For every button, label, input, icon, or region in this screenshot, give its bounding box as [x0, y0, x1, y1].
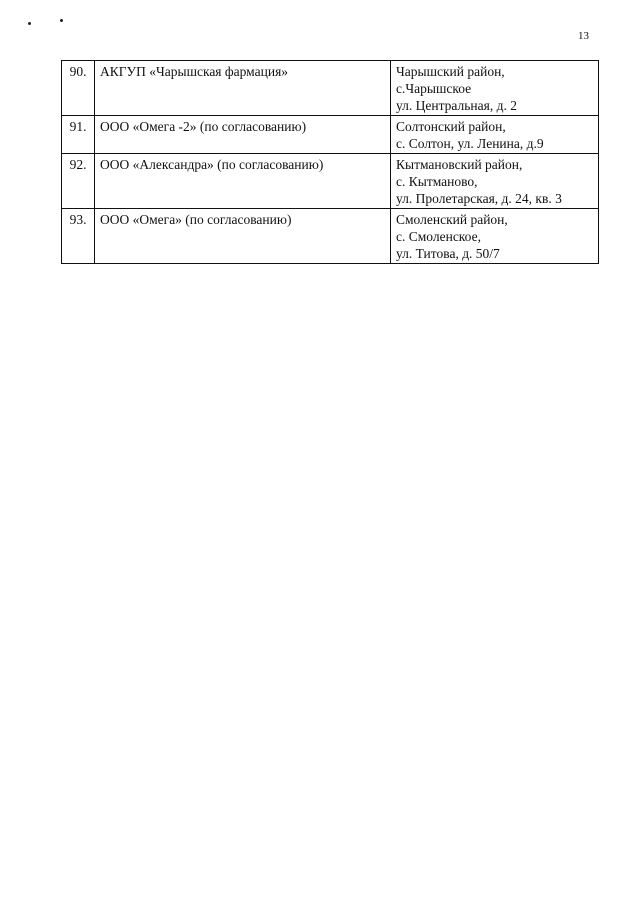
scan-speck — [60, 19, 63, 22]
address-line: Смоленский район, — [396, 212, 508, 227]
pharmacy-table — [61, 60, 599, 264]
table-row — [62, 116, 599, 154]
scan-speck — [28, 22, 31, 25]
page-number: 13 — [578, 30, 589, 42]
address-cell — [391, 116, 599, 154]
address-line: Кытмановский район, — [396, 157, 523, 172]
table-row — [62, 209, 599, 264]
address-line: с. Солтон, ул. Ленина, д.9 — [396, 136, 544, 151]
address-line: ул. Титова, д. 50/7 — [396, 246, 500, 261]
table-body — [62, 61, 599, 264]
address-line: с. Смоленское, — [396, 229, 481, 244]
row-number: 90. — [62, 61, 95, 116]
table-row — [62, 154, 599, 209]
address-line: ул. Центральная, д. 2 — [396, 98, 517, 113]
address-line: ул. Пролетарская, д. 24, кв. 3 — [396, 191, 562, 206]
address-cell — [391, 61, 599, 116]
organization-name: ООО «Омега -2» (по согласованию) — [95, 116, 391, 154]
address-cell — [391, 209, 599, 264]
organization-name: ООО «Омега» (по согласованию) — [95, 209, 391, 264]
address-line: с.Чарышское — [396, 81, 472, 96]
organization-name: ООО «Александра» (по согласованию) — [95, 154, 391, 209]
address-line: Чарышский район, — [396, 64, 505, 79]
table-row — [62, 61, 599, 116]
organization-name: АКГУП «Чарышская фармация» — [95, 61, 391, 116]
address-line: Солтонский район, — [396, 119, 506, 134]
row-number: 92. — [62, 154, 95, 209]
row-number: 93. — [62, 209, 95, 264]
address-line: с. Кытманово, — [396, 174, 478, 189]
row-number: 91. — [62, 116, 95, 154]
address-cell — [391, 154, 599, 209]
